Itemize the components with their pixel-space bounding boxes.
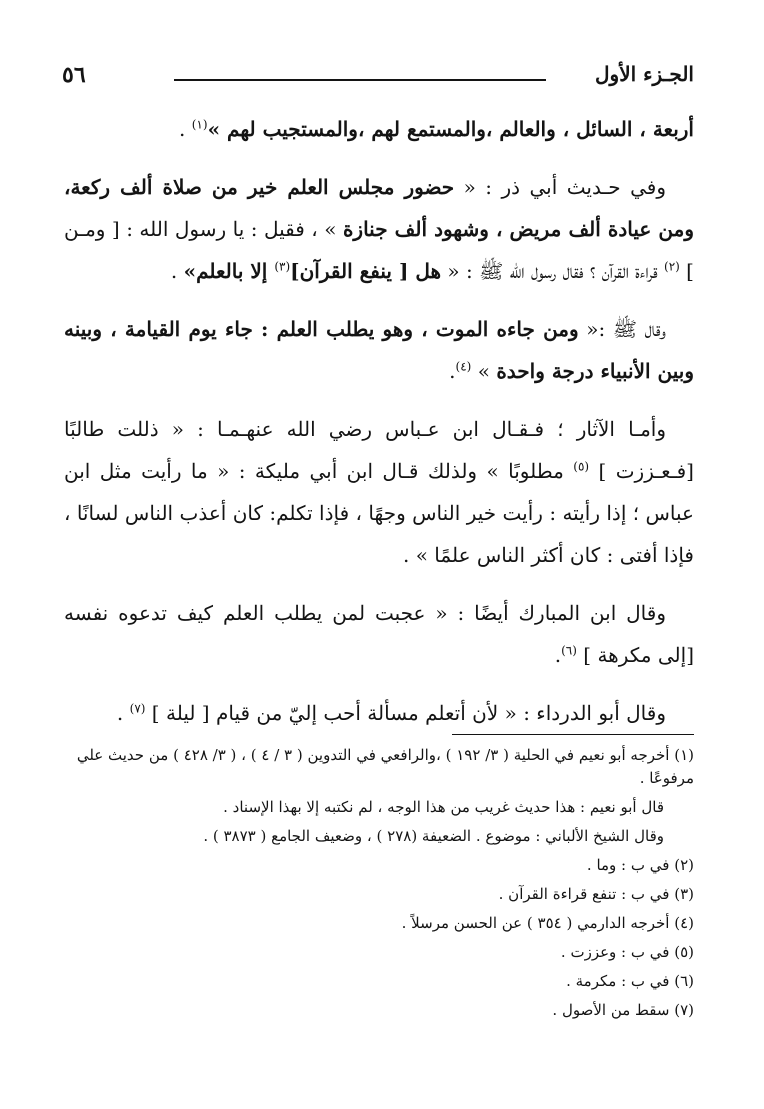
footnote: وقال الشيخ الألباني : موضوع . الضعيفة (٢٧٨ ) ، وضعيف الجامع ( ٣٨٧٣ ) . (203, 827, 664, 845)
quoted-text: حضور مجلس العلم خير من صلاة ألف ركعة، ومن عيادة ألف مريض ، وشهود ألف جنازة (64, 175, 694, 241)
paragraph (64, 166, 694, 292)
paragraph (64, 108, 694, 150)
footnote: (٥) في ب : وعززت . (560, 943, 694, 961)
text-span: . (116, 701, 130, 725)
text-span: قراءة القرآن ؟ فقال رسول الله ﷺ : « (441, 259, 664, 283)
footnote-ref: (٢) (664, 259, 680, 274)
footnote: (٧) سقط من الأصول . (552, 1001, 694, 1019)
footnote-ref: (١) (191, 117, 208, 132)
footnote: (٦) في ب : مكرمة . (566, 972, 694, 990)
page-number: ٥٦ (62, 62, 86, 88)
text-span: وقال ﷺ :« (578, 317, 666, 341)
footnote-ref: (٤) (455, 359, 472, 374)
text-span: مطلوبًا » ولذلك قـال ابن أبي مليكة : « ما رأيت مثل ابن عباس ؛ إذا رأيته : رأيت خير الناس وجهًا ، فإذا تكلم: كان أعذب الناس لسانًا ، فإذا أفتى : كان أكثر الناس علمًا » . (64, 459, 694, 567)
text-span: . (554, 643, 562, 667)
text-span: » ، فقيل : يا رسول الله : [ ومـن ] (64, 217, 694, 283)
footnote: قال أبو نعيم : هذا حديث غريب من هذا الوجه ، لم نكتبه إلا بهذا الإسناد . (223, 798, 664, 816)
running-title: الجـزء الأول (595, 62, 694, 86)
page-header (62, 60, 694, 96)
quoted-text: ومن جاءه الموت ، وهو يطلب العلم : جاء يوم القيامة ، وبينه وبين الأنبياء درجة واحدة (64, 317, 694, 383)
quoted-text: إلا بالعلم» (183, 259, 275, 283)
header-rule (174, 79, 546, 81)
footnote-separator (452, 734, 694, 735)
paragraph (64, 592, 694, 676)
text-span: وأمـا الآثار ؛ فـقـال ابن عـباس رضي الله عنهـمـا : « ذللت طالبًا [فـعـززت ] (64, 417, 694, 483)
footnote-ref: (٧) (129, 701, 146, 716)
footnote: (٤) أخرجه الدارمي ( ٣٥٤ ) عن الحسن مرسلاً . (401, 914, 694, 932)
main-text (64, 108, 694, 750)
text-span: . (179, 117, 192, 141)
footnote-ref: (٦) (561, 643, 577, 658)
quoted-text: هل [ ينفع القرآن] (290, 259, 442, 283)
footnote: (٢) في ب : وما . (586, 856, 694, 874)
paragraph (64, 692, 694, 734)
paragraph (64, 308, 694, 392)
text-span: وفي حـديث أبي ذر : « (454, 175, 666, 199)
footnote-ref: (٥) (573, 459, 590, 474)
text-span: . (449, 359, 456, 383)
footnote: (١) أخرجه أبو نعيم في الحلية ( ٣/ ١٩٢ ) ،والرافعي في التدوين ( ٣ / ٤ ) ، ( ٣/ ٤٢٨ ) من حديث علي مرفوعًا . (76, 746, 694, 787)
text-span: وقال أبو الدرداء : « لأن أتعلم مسألة أحب إليّ من قيام [ ليلة ] (145, 701, 666, 725)
footnote: (٣) في ب : تنفع قراءة القرآن . (498, 885, 694, 903)
footnotes (64, 744, 694, 1028)
text-span: وقال ابن المبارك أيضًا : « عجبت لمن يطلب العلم كيف تدعوه نفسه [إلى مكرهة ] (64, 601, 694, 667)
paragraph (64, 408, 694, 576)
text-span: » (471, 359, 497, 383)
quoted-text: أربعة ، السائل ، والعالم ،والمستمع لهم ،والمستجيب لهم » (207, 117, 694, 141)
text-span: . (170, 259, 184, 283)
footnote-ref: (٣) (274, 259, 291, 274)
